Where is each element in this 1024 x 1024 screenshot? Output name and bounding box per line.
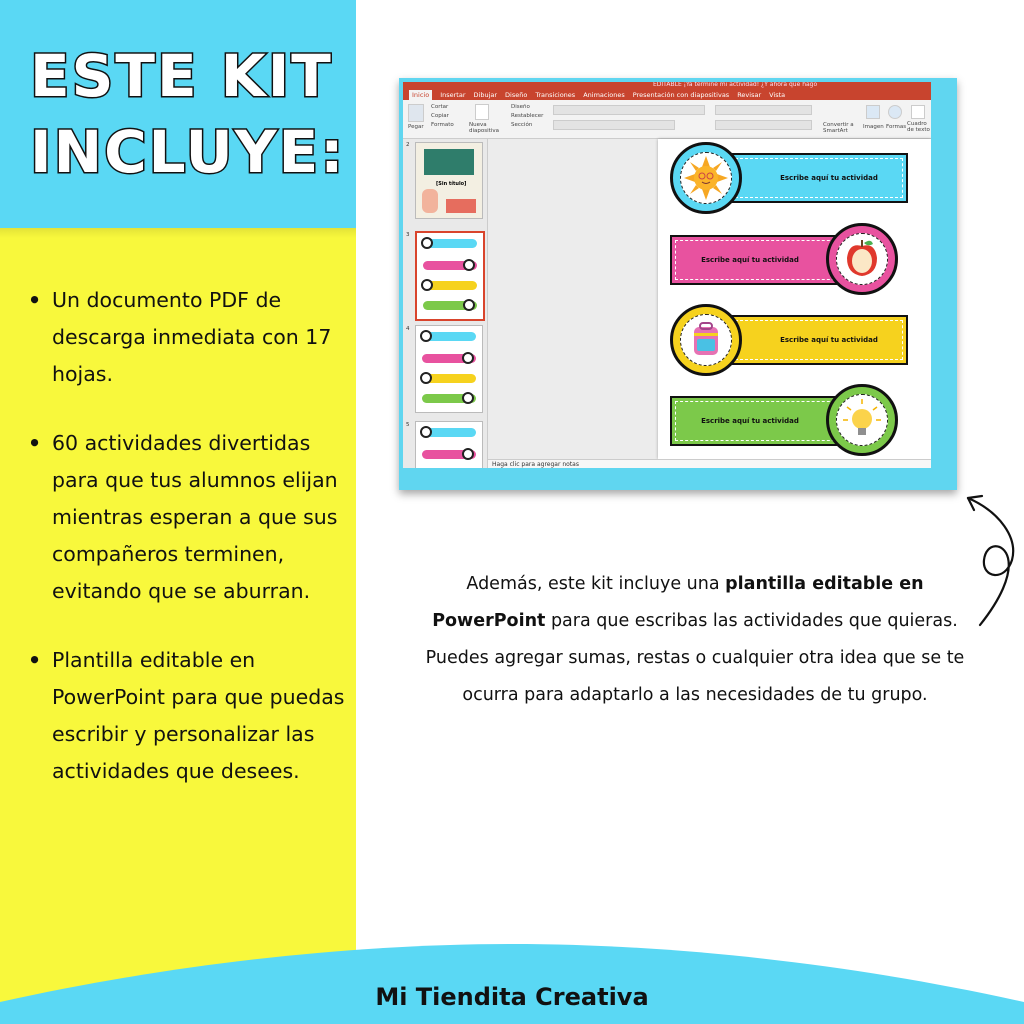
tab-vista[interactable]: Vista [769, 91, 786, 99]
title-line-1: ESTE KIT [30, 42, 333, 110]
lightbulb-icon [826, 384, 898, 456]
window-title: EDITABLE ¡Ya terminé mi actividad! ¿Y ahora qué hago [653, 82, 818, 88]
tab-insertar[interactable]: Insertar [440, 91, 466, 99]
paragraph-bar[interactable] [715, 105, 812, 115]
tab-presentacion[interactable]: Presentación con diapositivas [632, 91, 730, 99]
description-text-2: para que escribas las actividades que quieras. Puedes agregar sumas, restas o cualquier otra idea que se te ocurra para adaptarlo a las necesidades de tu grupo. [425, 611, 965, 705]
feature-item: • 60 actividades divertidas para que tus alumnos elijan mientras esperan a que sus compañeros terminen, evitando que se aburran. [28, 425, 354, 610]
features-list [28, 282, 354, 822]
current-slide[interactable] [658, 139, 931, 459]
slide-number: 4 [406, 326, 410, 332]
description-bold: plantilla editable en PowerPoint [432, 574, 924, 631]
tab-transiciones[interactable]: Transiciones [535, 91, 576, 99]
paste-icon[interactable] [408, 104, 424, 122]
font-selector[interactable] [553, 105, 705, 115]
activity-text[interactable]: Escribe aquí tu actividad [780, 174, 878, 182]
shapes-icon[interactable] [888, 105, 902, 119]
ribbon [403, 100, 931, 139]
powerpoint-window [403, 82, 931, 468]
title-box [0, 0, 356, 228]
window-titlebar [403, 82, 931, 90]
new-slide-button[interactable]: Nueva diapositiva [469, 122, 499, 134]
ribbon-tabs [403, 90, 931, 100]
activity-card[interactable] [670, 235, 850, 285]
copy-button[interactable]: Copiar [431, 113, 449, 119]
backpack-icon [670, 304, 742, 376]
tab-dibujar[interactable]: Dibujar [473, 91, 498, 99]
thumb-title: [Sin título] [436, 181, 467, 187]
layout-button[interactable]: Diseño [511, 104, 530, 110]
font-format-bar[interactable] [553, 120, 675, 130]
footer-wave [0, 940, 1024, 1024]
paste-button[interactable]: Pegar [408, 124, 424, 130]
description [420, 566, 970, 714]
section-button[interactable]: Sección [511, 122, 533, 128]
description-text-1: Además, este kit incluye una [466, 574, 726, 594]
new-slide-icon[interactable] [475, 104, 489, 120]
books-illustration [446, 199, 476, 213]
format-button[interactable]: Formato [431, 122, 454, 128]
title-line-2: INCLUYE: [30, 118, 346, 186]
left-panel [0, 0, 356, 1024]
cut-button[interactable]: Cortar [431, 104, 449, 110]
alignment-bar[interactable] [715, 120, 812, 130]
activity-text[interactable]: Escribe aquí tu actividad [701, 417, 799, 425]
textbox-button[interactable]: Cuadro de texto [907, 121, 930, 133]
shapes-button[interactable]: Formas [886, 124, 907, 130]
chalkboard [424, 149, 474, 175]
sun-icon [670, 142, 742, 214]
footer-brand: Mi Tiendita Creativa [375, 983, 649, 1011]
notes-pane[interactable]: Haga clic para agregar notas [488, 459, 931, 468]
convert-smartart-button[interactable]: Convertir a SmartArt [823, 122, 854, 134]
slide-thumbnails [403, 139, 488, 468]
slide-thumbnail[interactable] [415, 142, 483, 219]
slide-thumbnail-selected[interactable] [415, 231, 485, 321]
tab-animaciones[interactable]: Animaciones [583, 91, 625, 99]
slide-thumbnail[interactable] [415, 325, 483, 413]
reset-button[interactable]: Restablecer [511, 113, 544, 119]
slide-number: 5 [406, 422, 410, 428]
activity-text[interactable]: Escribe aquí tu actividad [780, 336, 878, 344]
slide-thumbnail[interactable] [415, 421, 483, 468]
feature-item: • Plantilla editable en PowerPoint para que puedas escribir y personalizar las actividades que desees. [28, 642, 354, 790]
tab-inicio[interactable]: Inicio [409, 90, 432, 100]
slide-number: 2 [406, 142, 410, 148]
feature-item: • Un documento PDF de descarga inmediata con 17 hojas. [28, 282, 354, 393]
slide-number: 3 [406, 232, 410, 238]
image-icon[interactable] [866, 105, 880, 119]
powerpoint-screenshot [399, 78, 957, 490]
tab-revisar[interactable]: Revisar [737, 91, 762, 99]
girl-illustration [422, 189, 438, 213]
activity-card[interactable] [670, 396, 850, 446]
image-button[interactable]: Imagen [863, 124, 884, 130]
tab-diseno[interactable]: Diseño [505, 91, 528, 99]
activity-text[interactable]: Escribe aquí tu actividad [701, 256, 799, 264]
slide-canvas [488, 139, 931, 459]
apple-icon [826, 223, 898, 295]
textbox-icon[interactable] [911, 105, 925, 119]
